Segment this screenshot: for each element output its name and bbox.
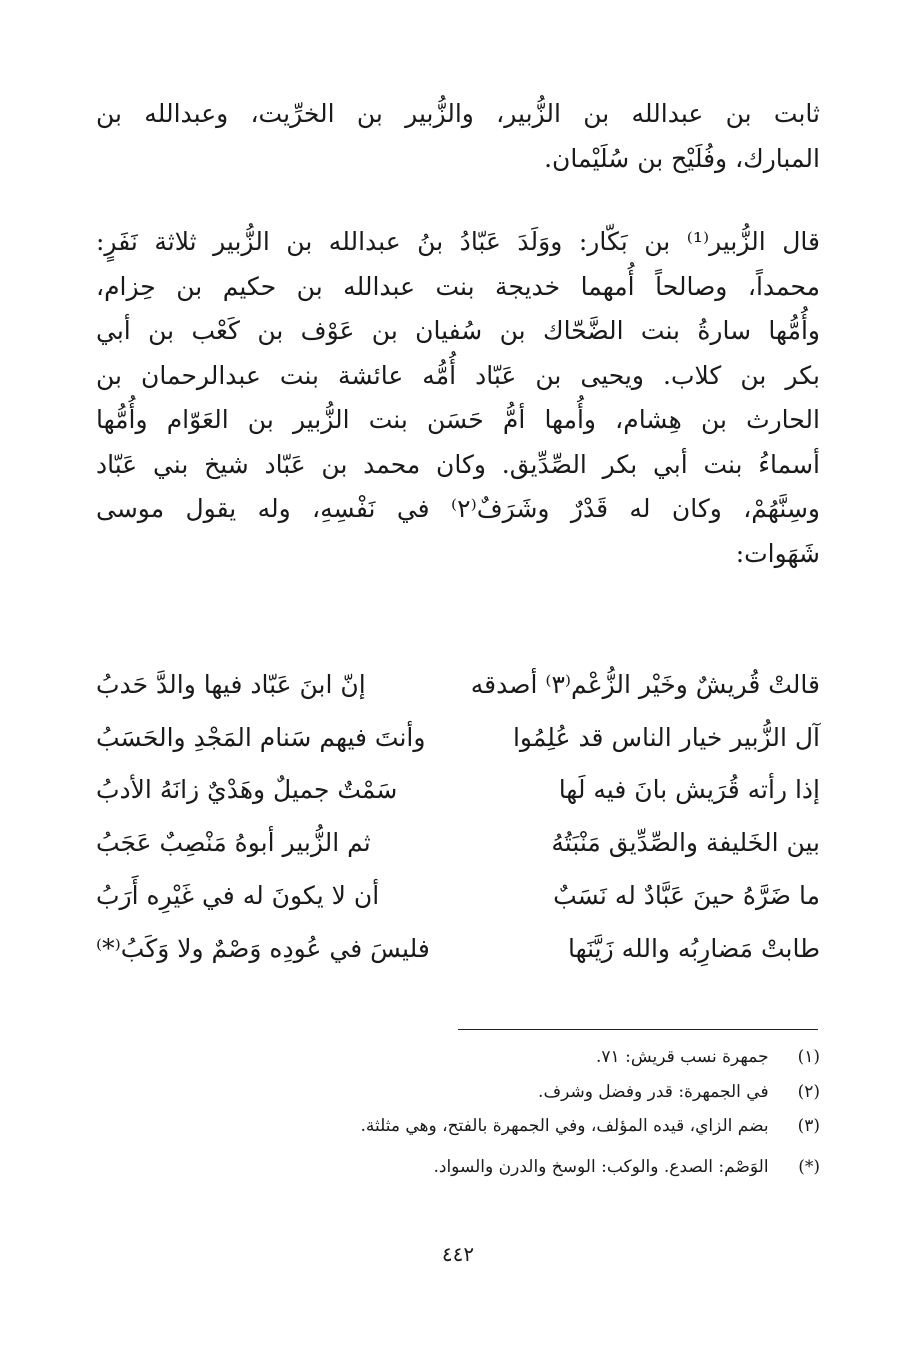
paragraph-1 — [96, 92, 820, 181]
poem-verse — [96, 817, 820, 870]
text-line: قال الزُّبير⁽¹⁾ بن بَكّار: ووَلَدَ عَبّادُ بنُ عبدالله بن الزُّبير ثلاثة نَفَرٍ: — [96, 227, 820, 256]
text-line: وسِنَّهُمْ، وكان له قَدْرٌ وشَرَفٌ⁽٢⁾ في نَفْسِهِ، وله يقول موسى — [96, 494, 820, 523]
verse-second-hemistich: وأنتَ فيهم سَنام المَجْدِ والحَسَبُ — [96, 722, 426, 752]
poem-verse — [96, 659, 820, 712]
footnote-text: في الجمهرة: قدر وفضل وشرف. — [538, 1081, 769, 1102]
footnote-marker: (١) — [797, 1047, 820, 1067]
footnote — [180, 1109, 820, 1144]
verse-first-hemistich: ما ضَرَّهُ حينَ عَبَّادٌ له نَسَبٌ — [553, 880, 820, 910]
verse-second-hemistich: سَمْتٌ جميلٌ وهَدْيٌ زانَهُ الأدبُ — [96, 775, 398, 805]
page-number: ٤٤٢ — [441, 1242, 475, 1266]
text-line: محمداً، وصالحاً أُمهما خديجة بنت عبدالله بن حكيم بن حِزام، — [96, 271, 820, 301]
verse-first-hemistich: قالتْ قُريشٌ وخَيْر الزُّعْم⁽٣⁾ أصدقه — [470, 670, 820, 699]
text-line: المبارك، وفُلَيْح بن سُلَيْمان. — [544, 143, 820, 173]
poem-verse — [96, 870, 820, 923]
text-line: أسماءُ بنت أبي بكر الصِّدِّيق. وكان محمد بن عَبّاد شيخ بني عَبّاد — [96, 449, 820, 479]
footnote-marker: (*) — [798, 1156, 820, 1177]
verse-first-hemistich: إذا رأته قُرَيش بانَ فيه لَها — [558, 775, 820, 805]
text-line: وأُمُّها سارةُ بنت الضَّحّاك بن سُفيان بن عَوْف بن كَعْب بن أبي — [96, 316, 820, 345]
verse-second-hemistich: أن لا يكونَ له في غَيْرِه أَرَبُ — [96, 880, 380, 910]
poem-verse — [96, 923, 820, 976]
poem-verse — [96, 712, 820, 765]
text-line: ثابت بن عبدالله بن الزُّبير، والزُّبير بن الخرِّيت، وعبدالله بن — [96, 99, 820, 128]
verse-first-hemistich: طابتْ مَضارِبُه والله زَيَّنَها — [567, 933, 820, 963]
verse-second-hemistich: فليسَ في عُودِه وَصْمٌ ولا وَكَبُ⁽*⁾ — [96, 933, 430, 963]
footnote — [180, 1150, 820, 1185]
verse-second-hemistich: إنّ ابنَ عَبّاد فيها والدَّ حَدبُ — [96, 670, 366, 699]
paragraph-2 — [96, 220, 820, 576]
poem — [96, 659, 820, 975]
footnote-text: الوَصْم: الصدع. والوكب: الوسخ والدرن والسواد. — [433, 1156, 769, 1177]
poem-verse — [96, 764, 820, 817]
verse-second-hemistich: ثم الزُّبير أبوهُ مَنْصِبٌ عَجَبُ — [96, 828, 371, 858]
text-line: الحارث بن هِشام، وأُمها أمُّ حَسَن بنت الزُّبير بن العَوّام وأُمُّها — [96, 405, 820, 434]
verse-first-hemistich: بين الخَليفة والصِّدِّيق مَنْبَتُهُ — [551, 828, 820, 858]
footnote-marker: (٢) — [797, 1081, 820, 1102]
footnote-text: بضم الزاي، قيده المؤلف، وفي الجمهرة بالفتح، وهي مثلثة. — [360, 1116, 769, 1136]
verse-first-hemistich: آل الزُّبير خيار الناس قد عُلِمُوا — [512, 722, 820, 752]
footnotes — [180, 1040, 820, 1184]
footnote-marker: (٣) — [797, 1116, 820, 1136]
footnote-divider — [458, 1029, 818, 1030]
footnote-text: جمهرة نسب قريش: ٧١. — [596, 1047, 769, 1067]
text-line: شَهَوات: — [735, 538, 820, 568]
text-line: بكر بن كلاب. ويحيى بن عَبّاد أُمُّه عائشة بنت عبدالرحمان بن — [96, 360, 820, 390]
footnote — [180, 1075, 820, 1110]
footnote — [180, 1040, 820, 1075]
